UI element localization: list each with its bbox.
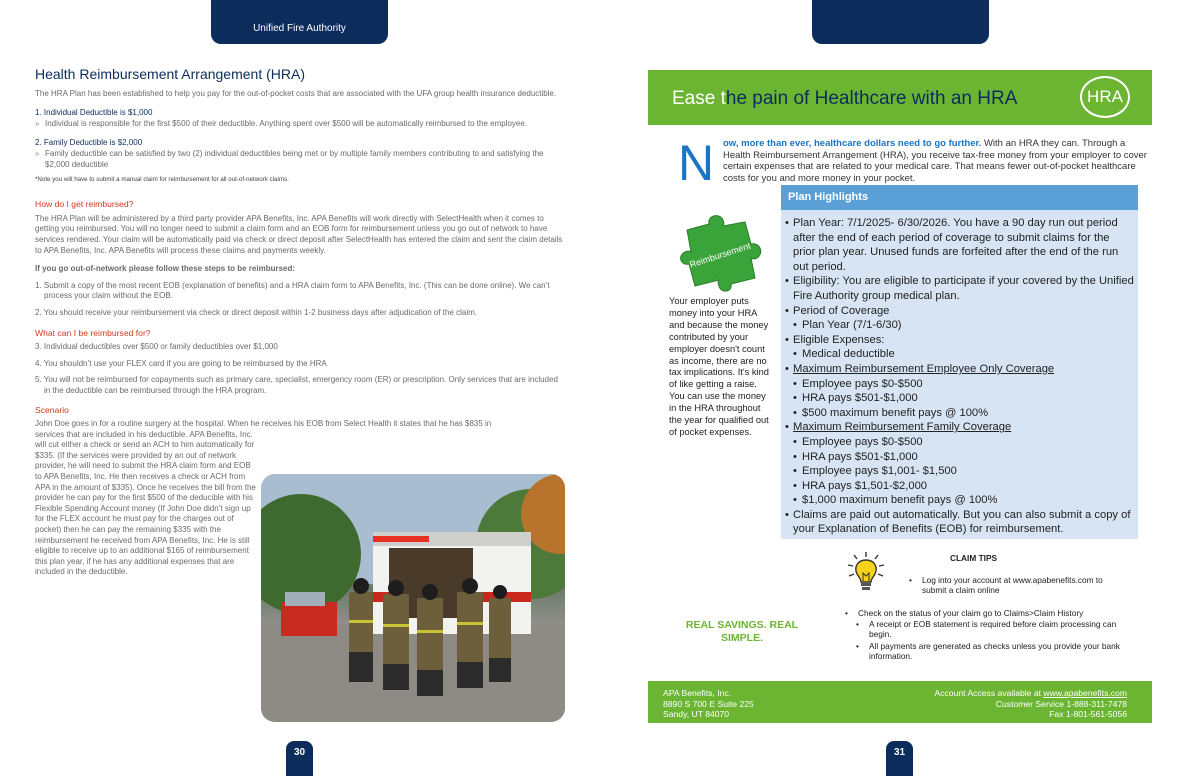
- firefighters-illustration: [261, 474, 565, 722]
- claim-tip-text: A receipt or EOB statement is required before claim processing can begin.: [869, 619, 1117, 640]
- deductible-heading: 1. Individual Deductible is $1,000: [35, 107, 153, 117]
- footer-address-line: 8890 S 700 E Suite 225: [663, 698, 754, 709]
- how-paragraph: The HRA Plan will be administered by a third party provider APA Benefits, Inc. APA Benefits will work directly with SelectHealth when it comes to getting you reimbursed. You will no longer need to submit a claim form and an EOB form for reimbursement unless you go out of network to have services rendered. Your claim will be automatically paid via check or direct deposit after SelectHealth has entered the claim and sent the claim details to APA Benefits, Inc. APA Benefits will process these claims and payments weekly.: [35, 213, 563, 255]
- footer-customer-service: Customer Service 1-888-311-7478: [995, 698, 1127, 709]
- page-title: Health Reimbursement Arrangement (HRA): [35, 66, 305, 82]
- scenario-text: services that are included in his deductible. APA Benefits, Inc. will cut either a check or send an ACH to him automatically for $335. (If the services were provided by an out of network provider, he will need to submit the HRA claim form and EOB to APA Benefits, Inc. He then receives a check or ACH from APA in the amount of $335). Once he receives the bill from the provider he can pay for the first $500 of the deducible with his Flexible Spending Account money (If John Doe didn’t sign up for the FLEX account he must pay for the charges out of pocket) then he can pay the remaining $335 with the reimbursement he received from APA Benefits, Inc. He is still eligible to receive up to an additional $165 of reimbursement this plan year, if he has any additional expenses that are included in the deductible.: [35, 429, 256, 577]
- header-tab-left: [211, 0, 388, 44]
- how-heading: How do I get reimbursed?: [35, 199, 134, 210]
- deductible-family: [35, 138, 565, 171]
- headline-banner: [648, 70, 1152, 125]
- lightbulb-icon: [846, 551, 886, 593]
- claim-tip-text: Check on the status of your claim go to Claims>Claim History: [858, 608, 1084, 618]
- banner-title-rest: he pain of Healthcare with an HRA: [725, 88, 1018, 109]
- deductible-individual: [35, 108, 565, 130]
- highlight-item: • Maximum Reimbursement Employee Only Coverage: [785, 362, 1134, 377]
- step-item: 2. You should receive your reimbursement via check or direct deposit within 1-2 business days after adjudication of the claim.: [35, 307, 478, 317]
- highlight-item: • Claims are paid out automatically. But you can also submit a copy of your Explanation of Benefits (EOB) for reimbursement.: [785, 508, 1134, 537]
- intro-body: With an HRA they can. Through a Health Reimbursement Arrangement (HRA), you receive tax-free money from your employer to cover certain expenses that are related to your medical care. That means fewer out-of-pocket healthcare costs for you and more money in your pocket.: [723, 138, 1147, 184]
- highlight-subitem: • $1,000 maximum benefit pays @ 100%: [785, 493, 1134, 508]
- step-item: 1. Submit a copy of the most recent EOB (explanation of benefits) and a HRA claim form to APA Benefits, Inc. (This can be done online). We can’t process your claim without the EOB.: [35, 280, 550, 301]
- plan-highlights-title: Plan Highlights: [781, 185, 1138, 210]
- banner-title-start: Ease t: [672, 88, 726, 109]
- real-savings-tagline: REAL SAVINGS. REAL SIMPLE.: [685, 619, 799, 644]
- puzzle-piece-icon: [673, 212, 765, 292]
- footer-account-label: Account Access available at: [934, 688, 1044, 698]
- claim-tip-item: [909, 575, 1127, 596]
- intro-bold: ow, more than ever, healthcare dollars need to go further.: [723, 138, 982, 149]
- out-of-network-heading: If you go out-of-network please follow these steps to be reimbursed:: [35, 264, 296, 274]
- header-tab-right: [812, 0, 989, 44]
- footer-website-link[interactable]: www.apabenefits.com: [1043, 688, 1127, 698]
- intro-block: [678, 135, 1152, 191]
- highlight-subitem: • HRA pays $501-$1,000: [785, 391, 1134, 406]
- deductible-detail: » Individual is responsible for the first $500 of their deductible. Anything spent over $500 will be automatically reimbursed to the employee.: [35, 119, 565, 130]
- highlight-subitem: • $500 maximum benefit pays @ 100%: [785, 406, 1134, 421]
- highlight-subitem: • Employee pays $0-$500: [785, 435, 1134, 450]
- claim-tip-text: Log into your account at www.apabenefits.com to submit a claim online: [922, 575, 1103, 596]
- intro-paragraph: The HRA Plan has been established to help you pay for the out-of-pocket costs that are associated with the UFA group health insurance deductible.: [35, 89, 557, 98]
- what-item: 4. You shouldn’t use your FLEX card if you are going to be reimbursed by the HRA: [35, 358, 327, 368]
- footer-contact: [934, 688, 1127, 720]
- org-name: Unified Fire Authority: [253, 23, 346, 34]
- plan-highlights-panel: [781, 185, 1138, 539]
- page-number-right: 31: [886, 741, 913, 776]
- deductible-detail: » Family deductible can be satisfied by two (2) individual deductibles being met or by multiple family members contributing to and satisfying the $2,000 deductible: [35, 149, 565, 170]
- claim-tip-item: [856, 641, 1131, 662]
- bullet: •: [845, 608, 848, 618]
- highlight-item: • Plan Year: 7/1/2025- 6/30/2026. You have a 90 day run out period after the end of each period of coverage to submit claims for the prior plan year. Unused funds are forfeited after the end of the run out period.: [785, 216, 1134, 274]
- footer-company: APA Benefits, Inc.: [663, 688, 732, 698]
- highlight-subitem: • Employee pays $0-$500: [785, 377, 1134, 392]
- firefighters-photo: [261, 474, 565, 722]
- side-text: Your employer puts money into your HRA and because the money contributed by your employer doesn't count as income, there are no tax implications. It's kind of like getting a raise. You can use the money in the HRA throughout the year for qualified out of pocket expenses.: [669, 296, 769, 437]
- what-heading: What can I be reimbursed for?: [35, 327, 151, 338]
- banner-title: [672, 88, 1017, 110]
- contact-footer: [648, 681, 1152, 723]
- deductible-heading: 2. Family Deductible is $2,000: [35, 137, 143, 147]
- hra-logo: HRA: [1080, 76, 1130, 118]
- what-item: 3. Individual deductibles over $500 or family deductibles over $1,000: [35, 342, 278, 352]
- intro-text: [723, 138, 1152, 184]
- dropcap: N: [678, 135, 715, 191]
- claim-tip-item: [845, 608, 1138, 618]
- footer-fax: Fax 1-801-561-5056: [1049, 709, 1127, 720]
- bullet: •: [856, 619, 859, 629]
- highlight-item: • Maximum Reimbursement Family Coverage: [785, 420, 1134, 435]
- highlight-subitem: • HRA pays $1,501-$2,000: [785, 479, 1134, 494]
- highlight-subitem: • Plan Year (7/1-6/30): [785, 318, 1134, 333]
- out-of-network-note: *Note you will have to submit a manual claim for reimbursement for all out-of-network claims.: [35, 175, 289, 183]
- claim-tip-item: [856, 619, 1131, 640]
- scenario-heading: Scenario: [35, 405, 69, 416]
- highlight-item: • Period of Coverage: [785, 304, 1134, 319]
- footer-address-line: Sandy, UT 84070: [663, 709, 730, 720]
- puzzle-label: Reimbursement: [688, 240, 752, 270]
- highlight-subitem: • HRA pays $501-$1,000: [785, 450, 1134, 465]
- plan-highlights-list: [781, 210, 1138, 537]
- bullet: •: [856, 641, 859, 651]
- scenario-line: John Doe goes in for a routine surgery at the hospital. When he receives his EOB from Select Health it states that he has $835 in: [35, 419, 492, 429]
- footer-address: [663, 688, 754, 720]
- claim-tips-title: CLAIM TIPS: [950, 553, 998, 563]
- highlight-item: • Eligibility: You are eligible to participate if your covered by the Unified Fire Authority group medical plan.: [785, 274, 1134, 303]
- highlight-item: • Eligible Expenses:: [785, 333, 1134, 348]
- claim-tip-text: All payments are generated as checks unless you provide your bank information.: [869, 641, 1120, 662]
- highlight-subitem: • Employee pays $1,001- $1,500: [785, 464, 1134, 479]
- highlight-subitem: • Medical deductible: [785, 347, 1134, 362]
- bullet: •: [909, 575, 912, 585]
- page-number-left: 30: [286, 741, 313, 776]
- footer-account: [934, 688, 1127, 699]
- what-item: 5. You will not be reimbursed for copayments such as primary care, specialist, emergency room (ER) or prescription. Only services that are included in the deductible can be reimbursed through the HRA program.: [35, 375, 558, 395]
